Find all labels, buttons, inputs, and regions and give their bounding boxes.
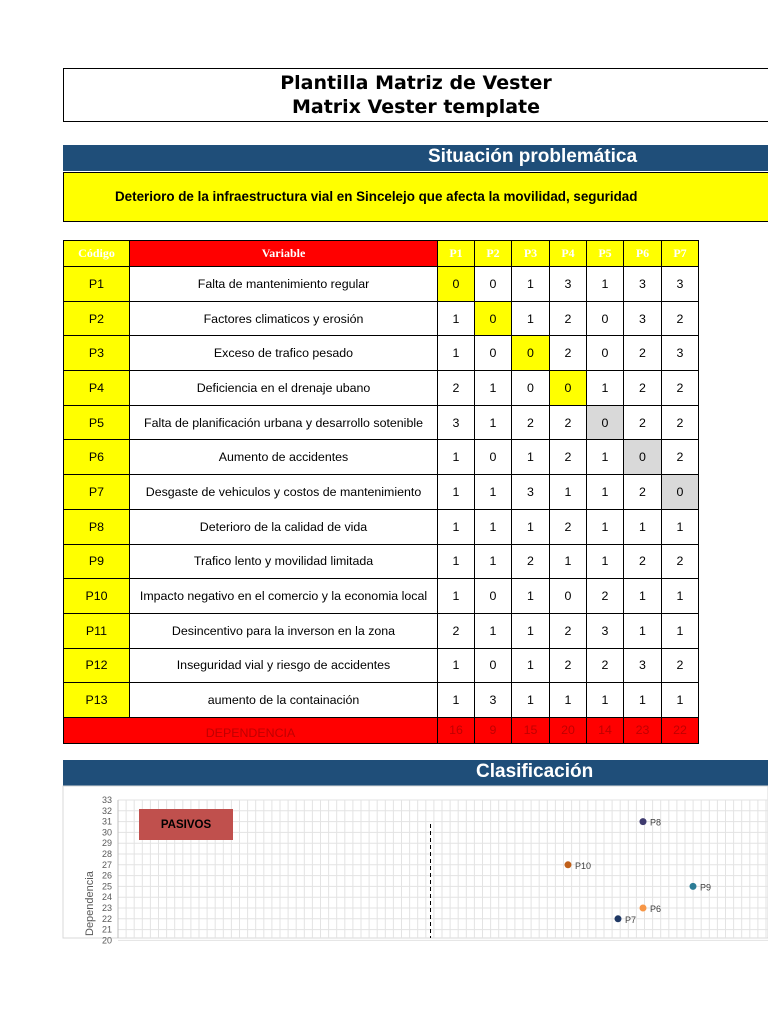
table-row [64,613,699,648]
matrix-cell: 2 [624,405,662,440]
matrix-cell: 2 [512,405,550,440]
dependence-value: 9 [475,717,512,743]
table-row [64,475,699,510]
legend-pasivos [139,809,233,840]
row-code: P12 [64,648,130,683]
matrix-cell: 2 [662,440,699,475]
matrix-cell: 1 [550,544,587,579]
matrix-cell: 1 [624,579,662,614]
matrix-cell: 2 [624,544,662,579]
matrix-cell: 2 [624,336,662,371]
y-tick-label: 31 [101,816,112,827]
matrix-cell: 0 [624,440,662,475]
data-point [690,883,697,890]
matrix-cell: 1 [587,683,624,718]
y-tick-label: 24 [101,892,112,903]
y-tick-label: 27 [101,859,112,870]
row-variable: Factores climaticos y erosión [130,301,438,336]
data-point [640,905,647,912]
matrix-cell: 3 [475,683,512,718]
matrix-cell: 0 [438,267,475,302]
matrix-cell: 0 [550,371,587,406]
matrix-cell: 1 [438,336,475,371]
row-variable: Deficiencia en el drenaje ubano [130,371,438,406]
header-code: Código [64,241,130,267]
row-variable: Falta de mantenimiento regular [130,267,438,302]
row-code: P11 [64,613,130,648]
matrix-cell: 2 [550,301,587,336]
matrix-cell: 1 [624,683,662,718]
header-p2: P2 [475,241,512,267]
problem-statement-box [63,172,768,222]
row-code: P3 [64,336,130,371]
y-tick-label: 28 [101,849,112,859]
table-header-row [64,241,699,267]
dependence-value: 22 [662,717,699,743]
matrix-cell: 0 [475,648,512,683]
table-row [64,544,699,579]
data-point [640,818,647,825]
table-row [64,440,699,475]
row-code: P8 [64,509,130,544]
matrix-cell: 1 [512,579,550,614]
data-point-label: P9 [700,882,712,893]
matrix-cell: 1 [662,579,699,614]
table-row [64,579,699,614]
matrix-cell: 2 [662,648,699,683]
y-tick-label: 29 [101,838,112,849]
matrix-cell: 1 [438,579,475,614]
data-point [565,861,572,868]
header-p4: P4 [550,241,587,267]
row-variable: Impacto negativo en el comercio y la economia local [130,579,438,614]
matrix-cell: 2 [662,544,699,579]
matrix-cell: 2 [438,371,475,406]
row-code: P2 [64,301,130,336]
matrix-cell: 2 [550,509,587,544]
matrix-cell: 3 [662,267,699,302]
matrix-cell: 1 [438,440,475,475]
matrix-cell: 0 [587,336,624,371]
y-tick-label: 22 [101,913,112,924]
matrix-cell: 1 [624,509,662,544]
matrix-cell: 0 [662,475,699,510]
row-code: P4 [64,371,130,406]
data-point-label: P10 [575,860,592,871]
dependence-value: 23 [624,717,662,743]
row-variable: Aumento de accidentes [130,440,438,475]
data-point-label: P7 [625,914,637,925]
header-p6: P6 [624,241,662,267]
situation-heading: Situación problemática [428,146,638,167]
matrix-cell: 1 [587,440,624,475]
title-english: Matrix Vester template [291,96,541,118]
matrix-cell: 3 [662,336,699,371]
header-p3: P3 [512,241,550,267]
dependence-value: 16 [438,717,475,743]
matrix-cell: 1 [438,509,475,544]
matrix-cell: 1 [475,613,512,648]
matrix-cell: 1 [512,440,550,475]
matrix-cell: 1 [587,371,624,406]
header-variable: Variable [130,241,438,267]
data-point-label: P8 [650,817,662,828]
row-variable: aumento de la containación [130,683,438,718]
dependence-value: 15 [512,717,550,743]
matrix-cell: 0 [475,336,512,371]
problem-statement: Deterioro de la infraestructura vial en Sincelejo que afecta la movilidad, seguridad [115,189,638,204]
matrix-cell: 1 [438,683,475,718]
matrix-cell: 0 [587,301,624,336]
matrix-cell: 0 [475,579,512,614]
title-spanish: Plantilla Matriz de Vester [280,72,552,94]
table-row [64,683,699,718]
matrix-cell: 1 [438,301,475,336]
table-row [64,648,699,683]
dependence-label: DEPENDENCIA [64,717,438,743]
matrix-cell: 2 [550,613,587,648]
matrix-cell: 2 [438,613,475,648]
matrix-cell: 1 [512,509,550,544]
vester-matrix-table [63,240,699,744]
matrix-cell: 2 [550,440,587,475]
row-code: P5 [64,405,130,440]
table-row [64,336,699,371]
data-point [615,915,622,922]
table-row [64,267,699,302]
matrix-cell: 0 [512,336,550,371]
matrix-cell: 1 [512,648,550,683]
matrix-cell: 1 [475,405,512,440]
matrix-cell: 1 [438,544,475,579]
data-point-label: P6 [650,904,662,914]
y-tick-label: 25 [101,881,112,892]
classification-header [63,760,768,786]
dependence-value: 14 [587,717,624,743]
table-row [64,405,699,440]
matrix-cell: 0 [512,371,550,406]
y-tick-label: 23 [101,903,112,913]
matrix-cell: 2 [662,371,699,406]
matrix-cell: 1 [662,613,699,648]
row-code: P9 [64,544,130,579]
y-tick-label: 33 [101,795,112,805]
row-variable: Falta de planificación urbana y desarrollo sotenible [130,405,438,440]
matrix-cell: 1 [587,267,624,302]
legend-label: PASIVOS [160,818,212,831]
matrix-cell: 3 [624,301,662,336]
matrix-cell: 1 [512,683,550,718]
row-variable: Deterioro de la calidad de vida [130,509,438,544]
y-tick-label: 20 [101,935,112,946]
template-title [63,68,768,122]
matrix-cell: 1 [438,648,475,683]
matrix-cell: 2 [550,336,587,371]
table-row [64,371,699,406]
matrix-cell: 1 [587,544,624,579]
row-variable: Trafico lento y movilidad limitada [130,544,438,579]
matrix-cell: 1 [662,683,699,718]
row-code: P6 [64,440,130,475]
matrix-cell: 1 [475,371,512,406]
matrix-cell: 1 [550,683,587,718]
row-code: P10 [64,579,130,614]
matrix-cell: 3 [550,267,587,302]
matrix-cell: 2 [624,371,662,406]
y-tick-label: 21 [101,924,112,935]
row-code: P1 [64,267,130,302]
matrix-cell: 1 [512,267,550,302]
matrix-cell: 0 [475,440,512,475]
matrix-cell: 3 [512,475,550,510]
row-variable: Desgaste de vehiculos y costos de mantenimiento [130,475,438,510]
matrix-cell: 1 [438,475,475,510]
matrix-cell: 1 [587,475,624,510]
matrix-cell: 3 [438,405,475,440]
matrix-cell: 1 [550,475,587,510]
table-row [64,301,699,336]
matrix-cell: 1 [587,509,624,544]
matrix-cell: 2 [550,648,587,683]
header-p5: P5 [587,241,624,267]
matrix-cell: 3 [587,613,624,648]
matrix-cell: 1 [662,509,699,544]
matrix-cell: 3 [624,648,662,683]
classification-heading: Clasificación [476,761,594,782]
matrix-cell: 1 [475,509,512,544]
matrix-cell: 2 [512,544,550,579]
y-tick-label: 30 [101,827,112,838]
row-code: P13 [64,683,130,718]
y-tick-label: 32 [101,805,112,816]
matrix-cell: 1 [624,613,662,648]
matrix-cell: 2 [662,405,699,440]
matrix-cell: 2 [624,475,662,510]
row-variable: Exceso de trafico pesado [130,336,438,371]
row-variable: Inseguridad vial y riesgo de accidentes [130,648,438,683]
dependence-value: 20 [550,717,587,743]
row-code: P7 [64,475,130,510]
matrix-cell: 2 [587,579,624,614]
matrix-cell: 1 [512,301,550,336]
matrix-cell: 0 [475,267,512,302]
matrix-cell: 0 [587,405,624,440]
matrix-cell: 1 [512,613,550,648]
dependence-row [64,717,699,743]
y-tick-label: 26 [101,870,112,881]
matrix-cell: 1 [475,544,512,579]
matrix-cell: 2 [550,405,587,440]
row-variable: Desincentivo para la inverson en la zona [130,613,438,648]
situation-header [63,145,768,171]
matrix-cell: 1 [475,475,512,510]
header-p7: P7 [662,241,699,267]
matrix-cell: 2 [587,648,624,683]
header-p1: P1 [438,241,475,267]
matrix-cell: 2 [662,301,699,336]
table-row [64,509,699,544]
y-axis-title: Dependencia [84,871,96,936]
matrix-cell: 3 [624,267,662,302]
matrix-cell: 0 [475,301,512,336]
matrix-cell: 0 [550,579,587,614]
